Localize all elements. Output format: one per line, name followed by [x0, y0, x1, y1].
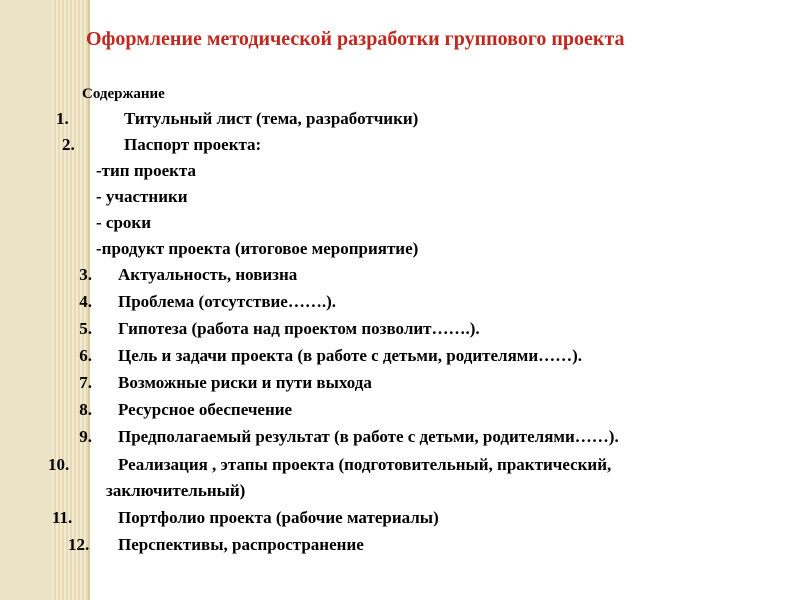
- item-number: 9.: [79, 427, 92, 446]
- item-text: -тип проекта: [96, 161, 196, 180]
- item-number: 11.: [52, 508, 73, 527]
- item-text: Паспорт проекта:: [124, 135, 262, 154]
- item-text: Перспективы, распространение: [118, 535, 364, 554]
- left-decor-band: [0, 0, 52, 600]
- item-number: 7.: [79, 373, 92, 392]
- item-text: Цель и задачи проекта (в работе с детьми, родителями……).: [118, 346, 583, 365]
- item-text: - сроки: [96, 213, 152, 232]
- item-text: Гипотеза (работа над проектом позволит…….).: [118, 319, 480, 338]
- item-number: 5.: [79, 319, 92, 338]
- item-text: Возможные риски и пути выхода: [118, 373, 372, 392]
- item-number: 1.: [56, 109, 69, 128]
- item-number: 2.: [62, 135, 75, 154]
- item-text: Проблема (отсутствие…….).: [118, 292, 337, 311]
- item-number: 3.: [79, 265, 92, 284]
- item-text: Предполагаемый результат (в работе с детьми, родителями……).: [118, 427, 619, 446]
- item-text: Ресурсное обеспечение: [118, 400, 293, 419]
- item-number: 8.: [79, 400, 92, 419]
- item-number: 10.: [48, 455, 70, 474]
- item-text: заключительный): [106, 481, 246, 500]
- item-text: Реализация , этапы проекта (подготовительный, практический,: [118, 455, 612, 474]
- item-text: - участники: [96, 187, 188, 206]
- slide-title: Оформление методической разработки группового проекта: [86, 28, 625, 50]
- contents-heading: Содержание: [82, 86, 165, 102]
- item-text: Титульный лист (тема, разработчики): [124, 109, 419, 128]
- item-number: 4.: [79, 292, 92, 311]
- item-text: Актуальность, новизна: [118, 265, 298, 284]
- item-number: 6.: [79, 346, 92, 365]
- item-number: 12.: [68, 535, 90, 554]
- item-text: -продукт проекта (итоговое мероприятие): [96, 239, 419, 258]
- item-text: Портфолио проекта (рабочие материалы): [118, 508, 439, 527]
